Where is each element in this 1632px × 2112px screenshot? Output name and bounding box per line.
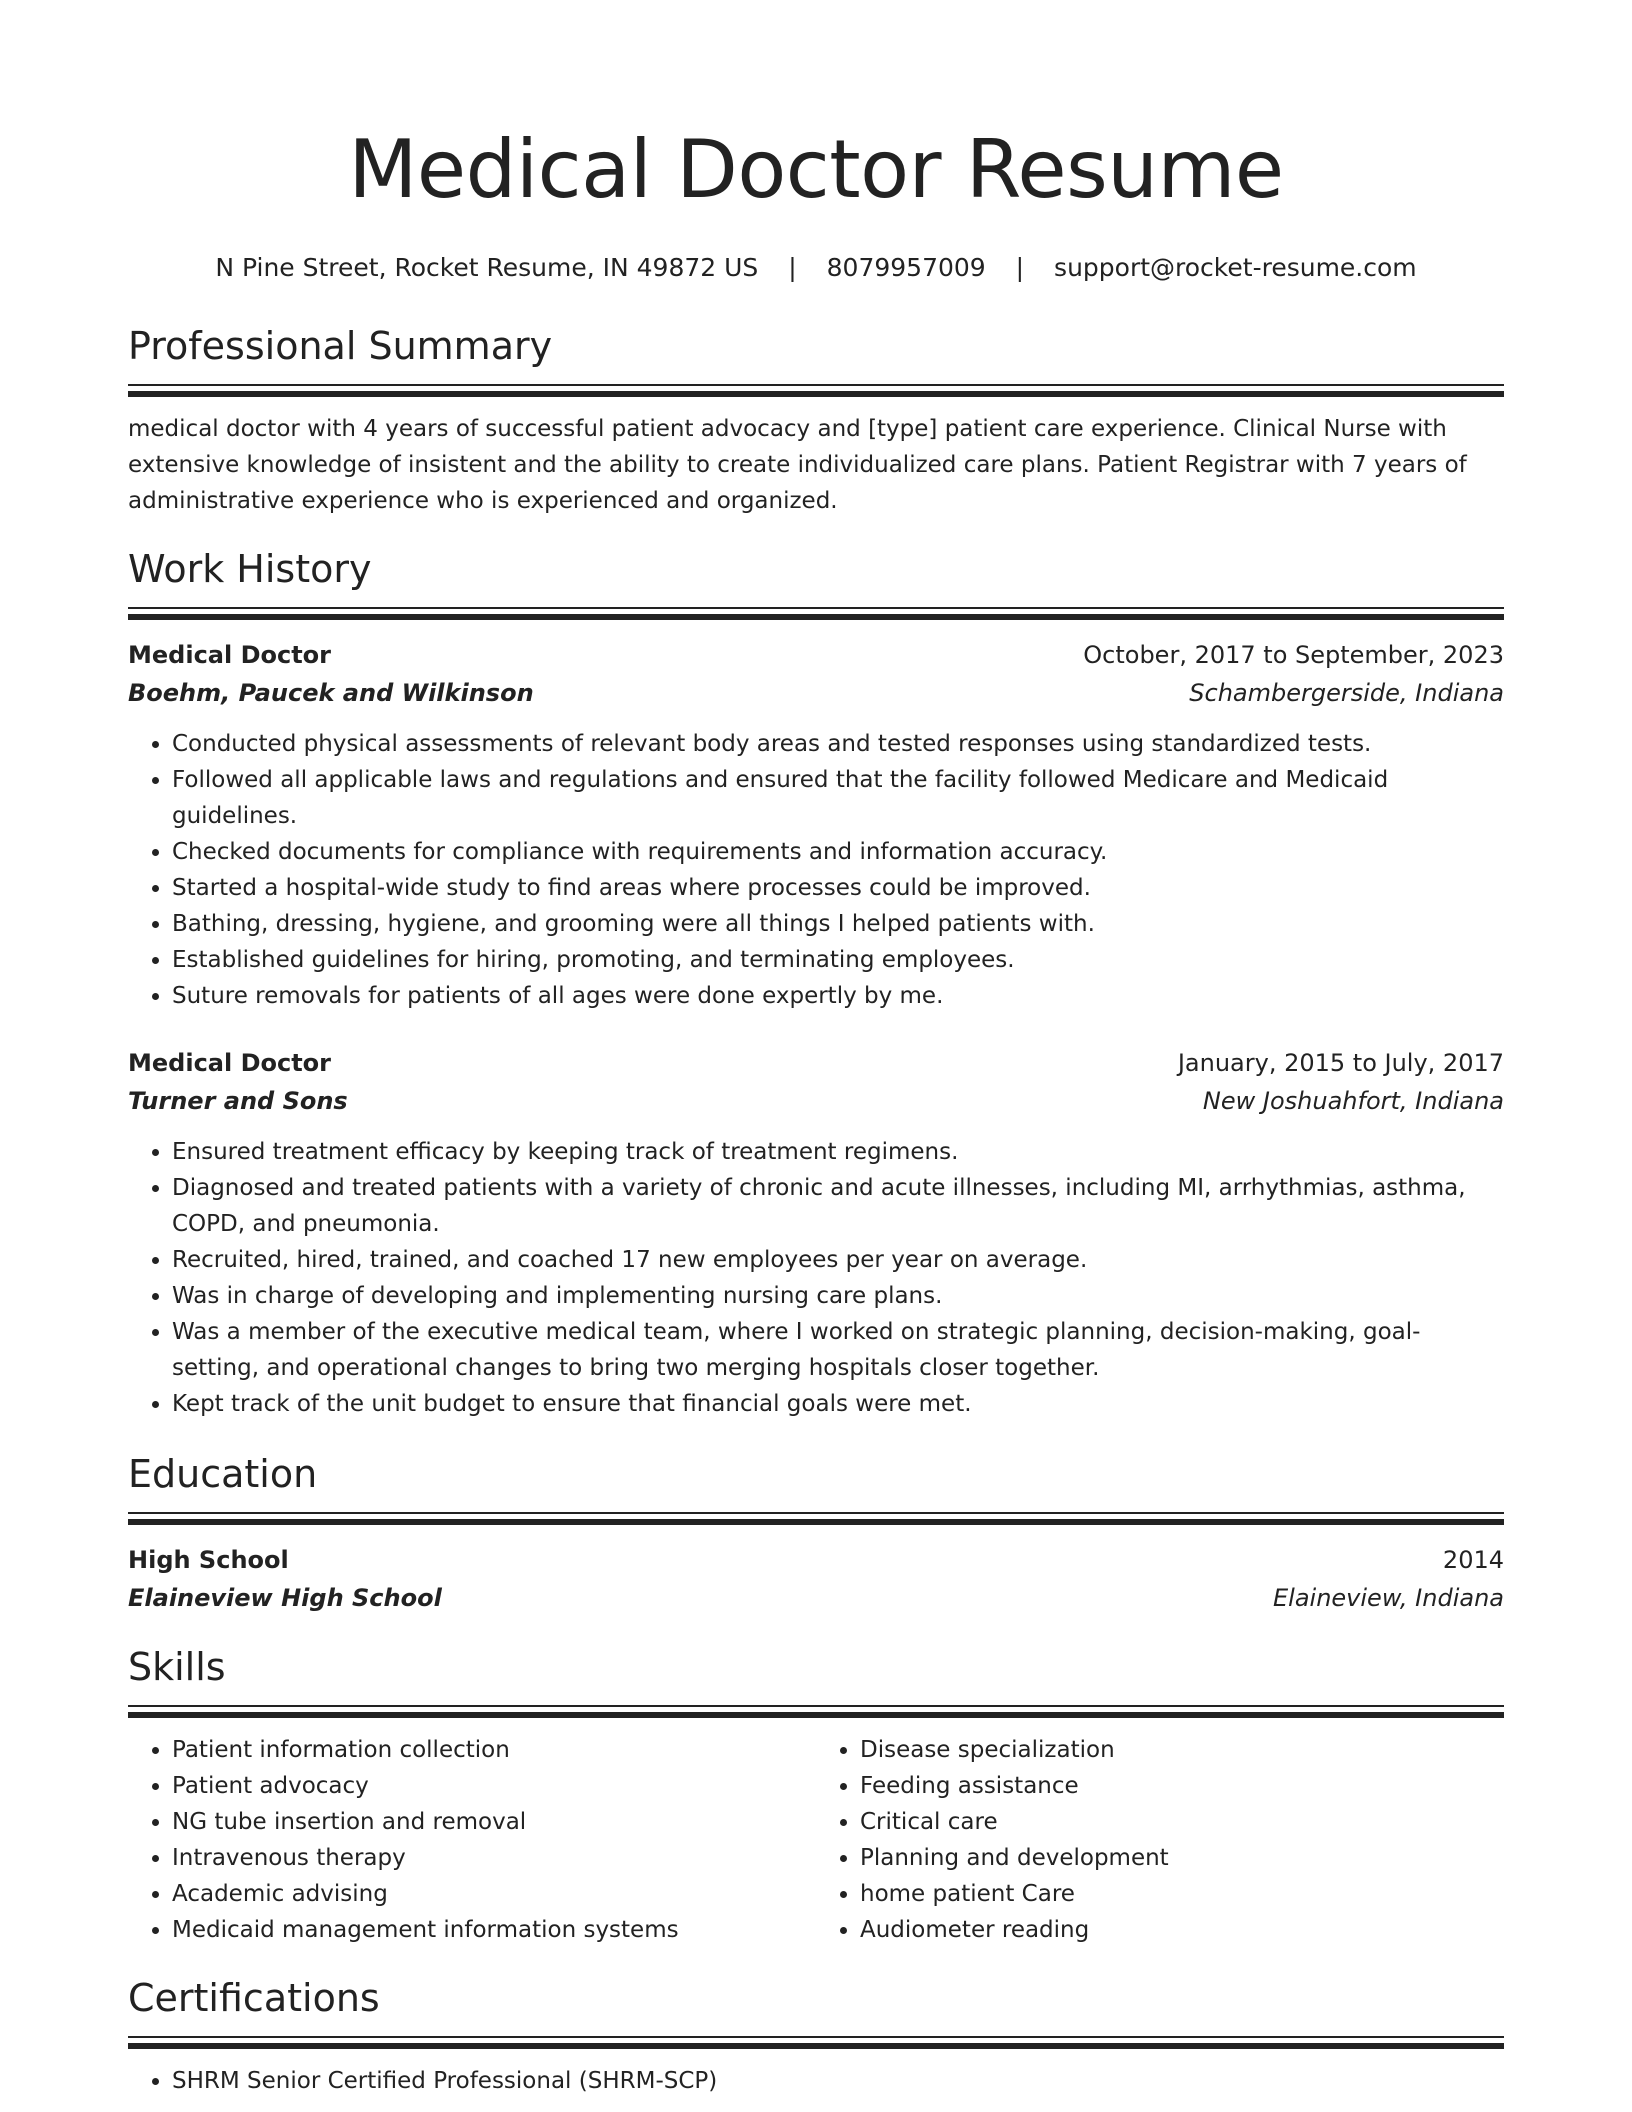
skills-section	[128, 1643, 1504, 1948]
skills-list-right	[816, 1732, 1504, 1948]
skill-item: • Intravenous therapy	[172, 1840, 816, 1876]
contact-line	[128, 252, 1504, 284]
list-item: • Recruited, hired, trained, and coached 17 new employees per year on average.	[172, 1242, 1504, 1278]
job-location: Schambergerside, Indiana	[1189, 679, 1504, 707]
list-item: • Conducted physical assessments of relevant body areas and tested responses using standardized tests.	[172, 726, 1504, 762]
contact-address: N Pine Street, Rocket Resume, IN 49872 US	[215, 253, 759, 282]
summary-section	[128, 322, 1504, 519]
education-degree: High School	[128, 1546, 289, 1574]
list-item: • Was in charge of developing and implementing nursing care plans.	[172, 1278, 1504, 1314]
list-item: • Diagnosed and treated patients with a variety of chronic and acute illnesses, including MI, arrhythmias, asthma, COPD, and pneumonia.	[172, 1170, 1504, 1242]
section-heading: Education	[128, 1452, 318, 1496]
job-entry	[128, 636, 1504, 1014]
list-item: • Kept track of the unit budget to ensure that financial goals were met.	[172, 1386, 1504, 1422]
section-divider	[128, 1512, 1504, 1525]
education-year: 2014	[1442, 1546, 1504, 1574]
section-heading: Professional Summary	[128, 324, 553, 368]
list-item: • Suture removals for patients of all ages were done expertly by me.	[172, 978, 1504, 1014]
education-location: Elaineview, Indiana	[1273, 1584, 1504, 1612]
job-subheader	[128, 674, 1504, 712]
job-title: Medical Doctor	[128, 641, 332, 669]
job-bullets	[128, 726, 1504, 1014]
skill-item: • Patient advocacy	[172, 1768, 816, 1804]
skills-grid	[128, 1732, 1504, 1948]
section-divider	[128, 384, 1504, 397]
education-header	[128, 1541, 1504, 1579]
education-section	[128, 1450, 1504, 1617]
job-header	[128, 1044, 1504, 1082]
list-item: • Followed all applicable laws and regulations and ensured that the facility followed Medicare and Medicaid guidelines.	[172, 762, 1504, 834]
skill-item: • Disease specialization	[860, 1732, 1504, 1768]
skill-item: • home patient Care	[860, 1876, 1504, 1912]
job-company: Boehm, Paucek and Wilkinson	[128, 679, 534, 707]
job-location: New Joshuahfort, Indiana	[1202, 1087, 1504, 1115]
job-subheader	[128, 1082, 1504, 1120]
contact-email: support@rocket-resume.com	[1054, 253, 1417, 282]
skill-item: • Critical care	[860, 1804, 1504, 1840]
skill-item: • Feeding assistance	[860, 1768, 1504, 1804]
job-title: Medical Doctor	[128, 1049, 332, 1077]
job-header	[128, 636, 1504, 674]
contact-phone: 8079957009	[826, 253, 986, 282]
skill-item: • Academic advising	[172, 1876, 816, 1912]
list-item: • Started a hospital-wide study to find areas where processes could be improved.	[172, 870, 1504, 906]
list-item: • Was a member of the executive medical team, where I worked on strategic planning, decision-making, goal-setting, and operational changes to bring two merging hospitals closer together.	[172, 1314, 1504, 1386]
section-heading: Work History	[128, 547, 372, 591]
education-school: Elaineview High School	[128, 1584, 442, 1612]
section-divider	[128, 2036, 1504, 2049]
job-dates: January, 2015 to July, 2017	[1177, 1049, 1504, 1077]
job-entry	[128, 1044, 1504, 1422]
section-divider	[128, 607, 1504, 620]
job-bullets	[128, 1134, 1504, 1422]
certifications-list	[128, 2063, 1504, 2099]
job-company: Turner and Sons	[128, 1087, 348, 1115]
section-heading: Skills	[128, 1645, 226, 1689]
job-dates: October, 2017 to September, 2023	[1083, 641, 1504, 669]
work-history-section	[128, 545, 1504, 1422]
contact-separator: |	[788, 253, 797, 282]
skill-item: • Medicaid management information systems	[172, 1912, 816, 1948]
list-item: • Established guidelines for hiring, promoting, and terminating employees.	[172, 942, 1504, 978]
skill-item: • Patient information collection	[172, 1732, 816, 1768]
skill-item: • Planning and development	[860, 1840, 1504, 1876]
section-divider	[128, 1705, 1504, 1718]
skill-item: • Audiometer reading	[860, 1912, 1504, 1948]
list-item: • Bathing, dressing, hygiene, and grooming were all things I helped patients with.	[172, 906, 1504, 942]
section-heading: Certifications	[128, 1976, 380, 2020]
education-subheader	[128, 1579, 1504, 1617]
list-item: • Checked documents for compliance with requirements and information accuracy.	[172, 834, 1504, 870]
skill-item: • NG tube insertion and removal	[172, 1804, 816, 1840]
contact-separator: |	[1015, 253, 1025, 282]
certification-item: • SHRM Senior Certified Professional (SHRM-SCP)	[172, 2063, 1504, 2099]
summary-text: medical doctor with 4 years of successful patient advocacy and [type] patient care experience. Clinical Nurse with extensive knowledge of insistent and the ability to create individualized care plans. Patient Registrar with 7 years of administrative experience who is experienced and organized.	[128, 416, 1467, 514]
certifications-section	[128, 1974, 1504, 2099]
skills-list-left	[128, 1732, 816, 1948]
education-entry	[128, 1541, 1504, 1617]
resume-title: Medical Doctor Resume	[348, 123, 1284, 216]
list-item: • Ensured treatment efficacy by keeping track of treatment regimens.	[172, 1134, 1504, 1170]
